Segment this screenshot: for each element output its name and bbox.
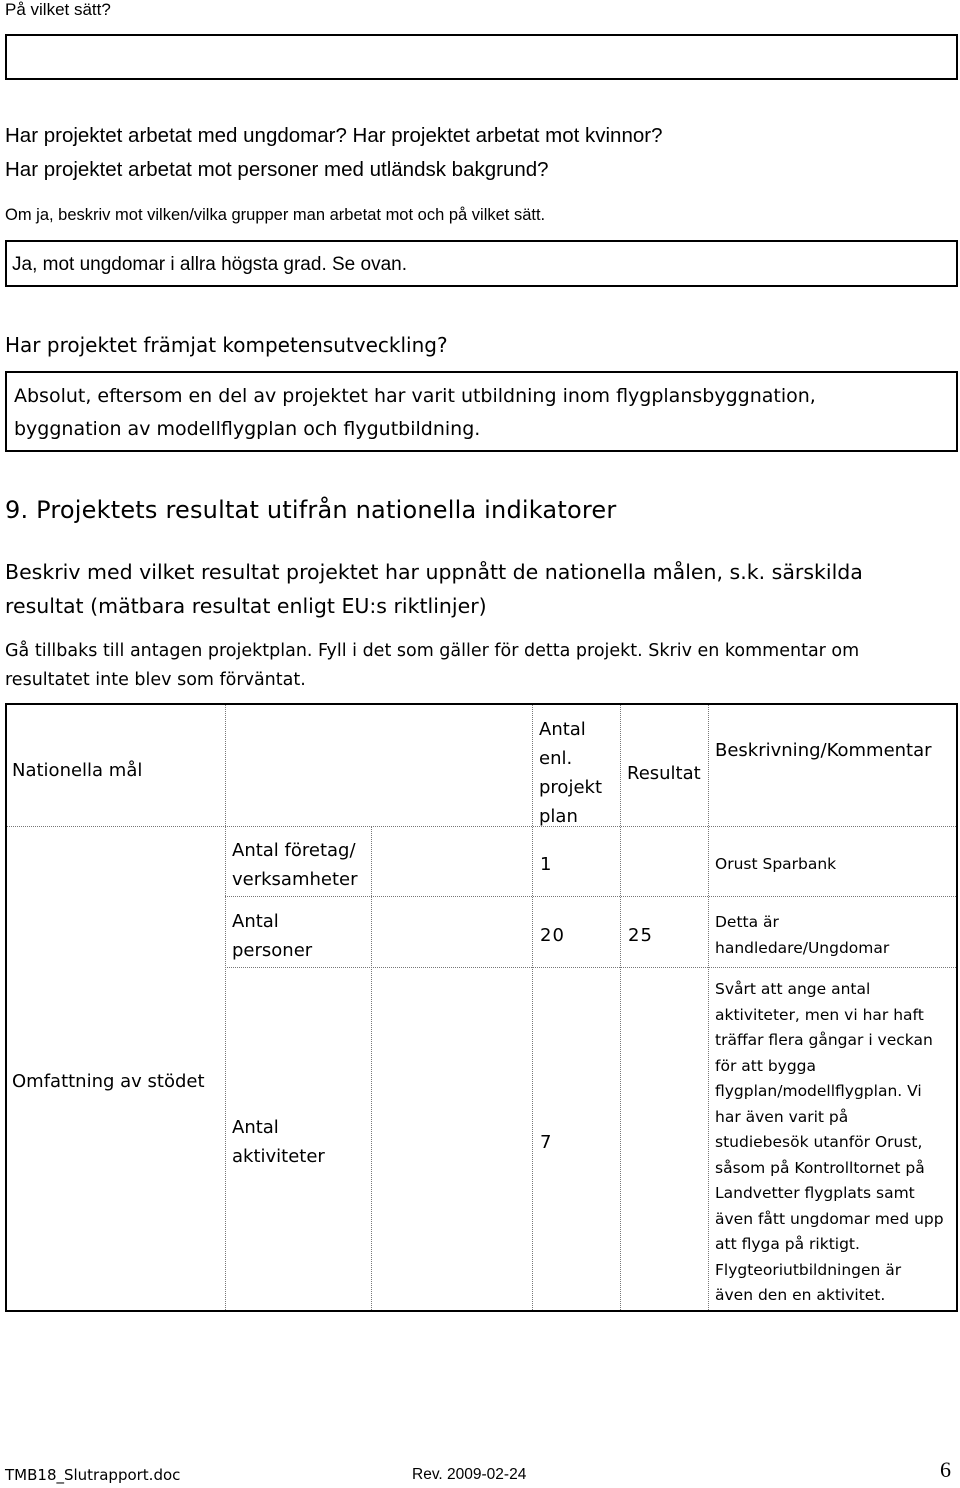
header-result: Resultat [627,763,701,784]
footer-filename: TMB18_Slutrapport.doc [5,1466,181,1484]
table-column-rule [532,705,533,1310]
row-comment-companies[interactable]: Orust Sparbank [715,855,837,873]
table-column-rule [371,826,372,1310]
youth-sub-question: Om ja, beskriv mot vilken/vilka grupper man arbetat mot och på vilket sätt. [5,206,546,224]
comment-line: även den en aktivitet. [715,1286,886,1304]
comment-line: såsom på Kontrolltornet på [715,1158,925,1177]
header-planned-line: projekt [539,777,602,798]
row-result-persons[interactable]: 25 [628,925,653,946]
group-label-scope: Omfattning av stödet [12,1071,205,1092]
comment-line: handledare/Ungdomar [715,938,890,957]
competence-question: Har projektet främjat kompetensutveckling? [5,333,448,357]
comment-line: för att bygga [715,1056,817,1075]
table-rule [225,896,956,897]
row-label-line: aktiviteter [232,1146,325,1167]
table-column-rule [225,705,226,1310]
table-column-rule [620,705,621,1310]
section-9-heading: 9. Projektets resultat utifrån nationella indikatorer [5,496,617,524]
row-label-line: verksamheter [232,869,358,890]
row-label-persons [232,907,312,965]
table-column-rule [708,705,709,1310]
comment-line: även fått ungdomar med upp [715,1209,944,1228]
comment-line: Svårt att ange antal [715,980,871,998]
footer-revision: Rev. 2009-02-24 [412,1466,527,1483]
header-planned-line: enl. [539,748,573,769]
youth-question-line2: Har projektet arbetat mot personer med utländsk bakgrund? [5,158,549,181]
comment-line: flygplan/modellflygplan. Vi [715,1082,922,1100]
section-9-desc-line1: Beskriv med vilket resultat projektet har uppnått de nationella målen, s.k. särskilda [5,560,863,584]
row-label-companies [232,836,358,894]
section-9-instr-line2: resultatet inte blev som förväntat. [5,670,306,690]
competence-answer-line2: byggnation av modellflygplan och flygutbildning. [14,418,481,440]
page-number: 6 [940,1457,951,1482]
section-9-desc-line2: resultat (mätbara resultat enligt EU:s riktlinjer) [5,594,487,618]
table-rule [225,967,956,968]
row-planned-companies[interactable]: 1 [540,854,552,875]
competence-answer-line1: Absolut, eftersom en del av projektet har varit utbildning inom flygplansbyggnation, [14,385,816,407]
header-planned-count [539,715,602,831]
comment-line: studiebesök utanför Orust, [715,1133,923,1151]
header-planned-line: Antal [539,719,586,740]
header-comment: Beskrivning/Kommentar [715,740,932,761]
comment-line: Flygteoriutbildningen är [715,1260,902,1279]
row-planned-persons[interactable]: 20 [540,925,565,946]
youth-question-line1: Har projektet arbetat med ungdomar? Har projektet arbetat mot kvinnor? [5,124,663,147]
row-planned-activities[interactable]: 7 [540,1132,552,1153]
row-label-activities [232,1113,325,1171]
question-how: På vilket sätt? [5,0,111,19]
row-comment-persons[interactable] [715,910,889,961]
answer-box-competence[interactable] [5,371,958,452]
comment-line: Detta är [715,913,779,931]
comment-line: har även varit på [715,1107,849,1126]
row-label-line: Antal [232,1117,279,1138]
header-planned-line: plan [539,806,578,827]
row-label-line: personer [232,940,313,961]
comment-line: att flyga på riktigt. [715,1235,860,1253]
answer-box-youth[interactable] [5,240,958,287]
row-comment-activities[interactable] [715,977,944,1309]
comment-line: träffar flera gångar i veckan [715,1031,933,1049]
comment-line: aktiviteter, men vi har haft [715,1005,924,1024]
table-rule [7,826,956,827]
youth-answer: Ja, mot ungdomar i allra högsta grad. Se ovan. [12,254,408,275]
row-label-line: Antal företag/ [232,840,356,861]
row-label-line: Antal [232,911,279,932]
comment-line: Landvetter flygplats samt [715,1184,915,1202]
header-national-goal: Nationella mål [12,760,143,781]
section-9-instr-line1: Gå tillbaks till antagen projektplan. Fyll i det som gäller för detta projekt. Skriv en kommentar om [5,641,860,661]
answer-box-how[interactable] [5,34,958,80]
